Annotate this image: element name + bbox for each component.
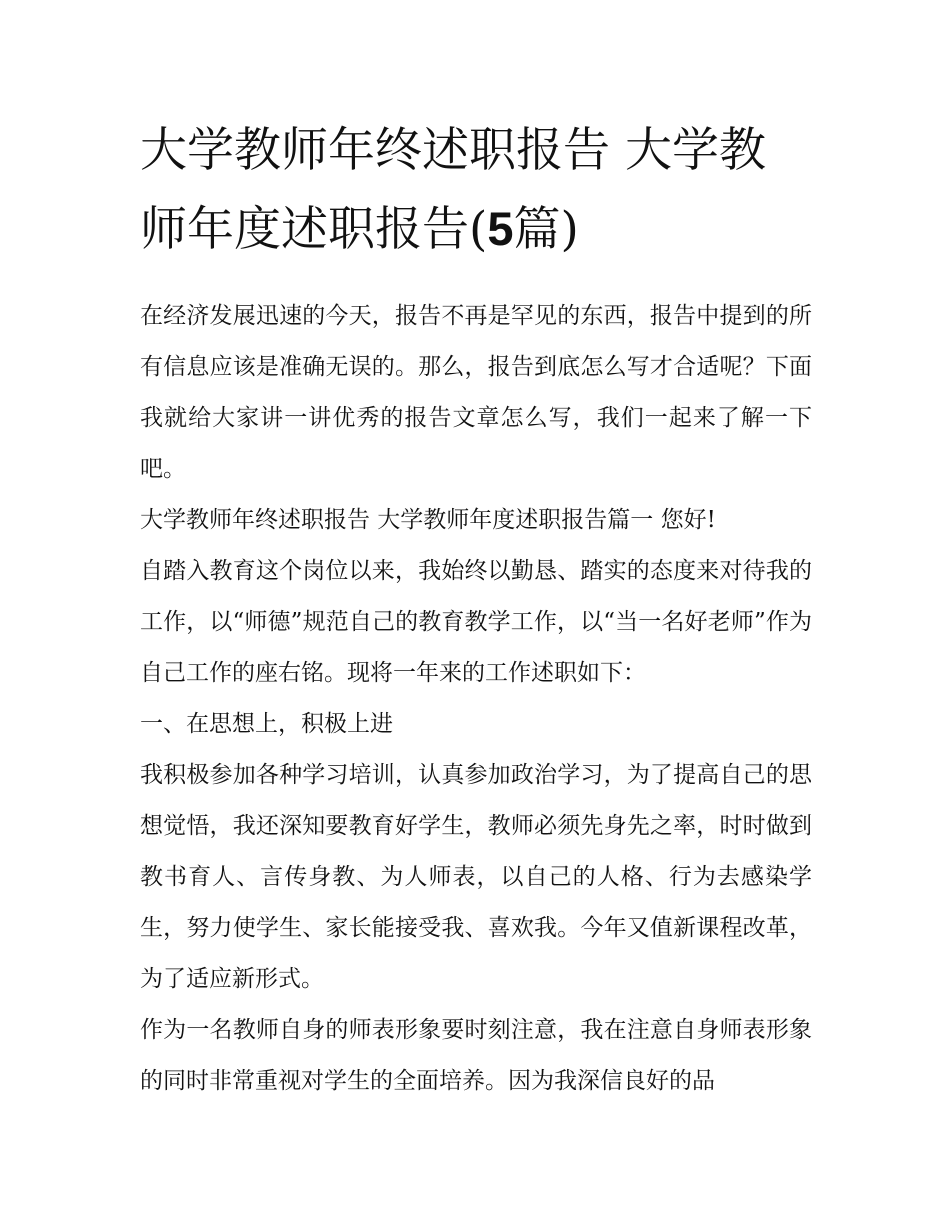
title-text: 大学教师年终述职报告 大学教师年度述职报告( <box>140 123 766 257</box>
title-count: 5 <box>487 202 514 255</box>
document-title <box>140 112 812 269</box>
body-paragraph: 作为一名教师自身的师表形象要时刻注意，我在注意自身师表形象的同时非常重视对学生的全面培养。因为我深信良好的品 <box>140 1017 812 1094</box>
body-paragraph: 自踏入教育这个岗位以来，我始终以勤恳、踏实的态度来对待我的工作，以“师德”规范自己的教育教学工作，以“当一名好老师”作为自己工作的座右铭。现将一年来的工作述职如下： <box>140 558 812 686</box>
title-suffix: 篇) <box>513 202 579 257</box>
section-heading-1: 大学教师年终述职报告 大学教师年度述职报告篇一 您好! <box>140 507 716 533</box>
body-paragraph: 我积极参加各种学习培训，认真参加政治学习，为了提高自己的思想觉悟，我还深知要教育好学生，教师必须先身先之率，时时做到教书育人、言传身教、为人师表，以自己的人格、行为去感染学生，努力使学生、家长能接受我、喜欢我。今年又值新课程改革，为了适应新形式。 <box>140 762 812 992</box>
document-page <box>140 112 812 1107</box>
subheading-thought: 一、在思想上，积极上进 <box>140 711 393 737</box>
intro-paragraph: 在经济发展迅速的今天，报告不再是罕见的东西，报告中提到的所有信息应该是准确无误的。那么，报告到底怎么写才合适呢？下面我就给大家讲一讲优秀的报告文章怎么写，我们一起来了解一下吧。 <box>140 303 812 482</box>
document-body <box>140 291 812 1107</box>
